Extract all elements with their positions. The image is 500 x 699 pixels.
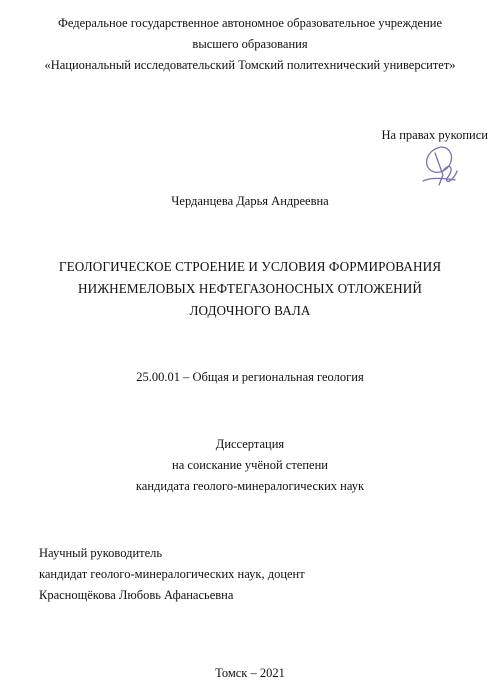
supervisor-name: Краснощёкова Любовь Афанасьевна — [39, 588, 234, 602]
supervisor-degree: кандидат геолого-минералогических наук, доцент — [39, 567, 305, 581]
handwritten-signature-icon — [421, 141, 465, 189]
manuscript-rights: На правах рукописи — [381, 128, 488, 142]
specialty-code: 25.00.01 – Общая и региональная геология — [136, 370, 364, 384]
institution-line-2: высшего образования — [192, 37, 308, 51]
supervisor-label: Научный руководитель — [39, 546, 163, 560]
author-name: Черданцева Дарья Андреевна — [171, 194, 329, 208]
thesis-type: Диссертация — [215, 437, 285, 451]
thesis-title-line-3: ЛОДОЧНОГО ВАЛА — [189, 303, 311, 318]
institution-line-3: «Национальный исследовательский Томский политехнический университет» — [44, 58, 456, 72]
institution-line-1: Федеральное государственное автономное образовательное учреждение — [57, 16, 443, 30]
city-year: Томск – 2021 — [215, 666, 285, 680]
thesis-title-line-1: ГЕОЛОГИЧЕСКОЕ СТРОЕНИЕ И УСЛОВИЯ ФОРМИРОВАНИЯ — [58, 259, 442, 274]
thesis-title-line-2: НИЖНЕМЕЛОВЫХ НЕФТЕГАЗОНОСНЫХ ОТЛОЖЕНИЙ — [77, 281, 423, 296]
degree-field: кандидата геолого-минералогических наук — [135, 479, 365, 493]
degree-line: на соискание учёной степени — [172, 458, 328, 472]
